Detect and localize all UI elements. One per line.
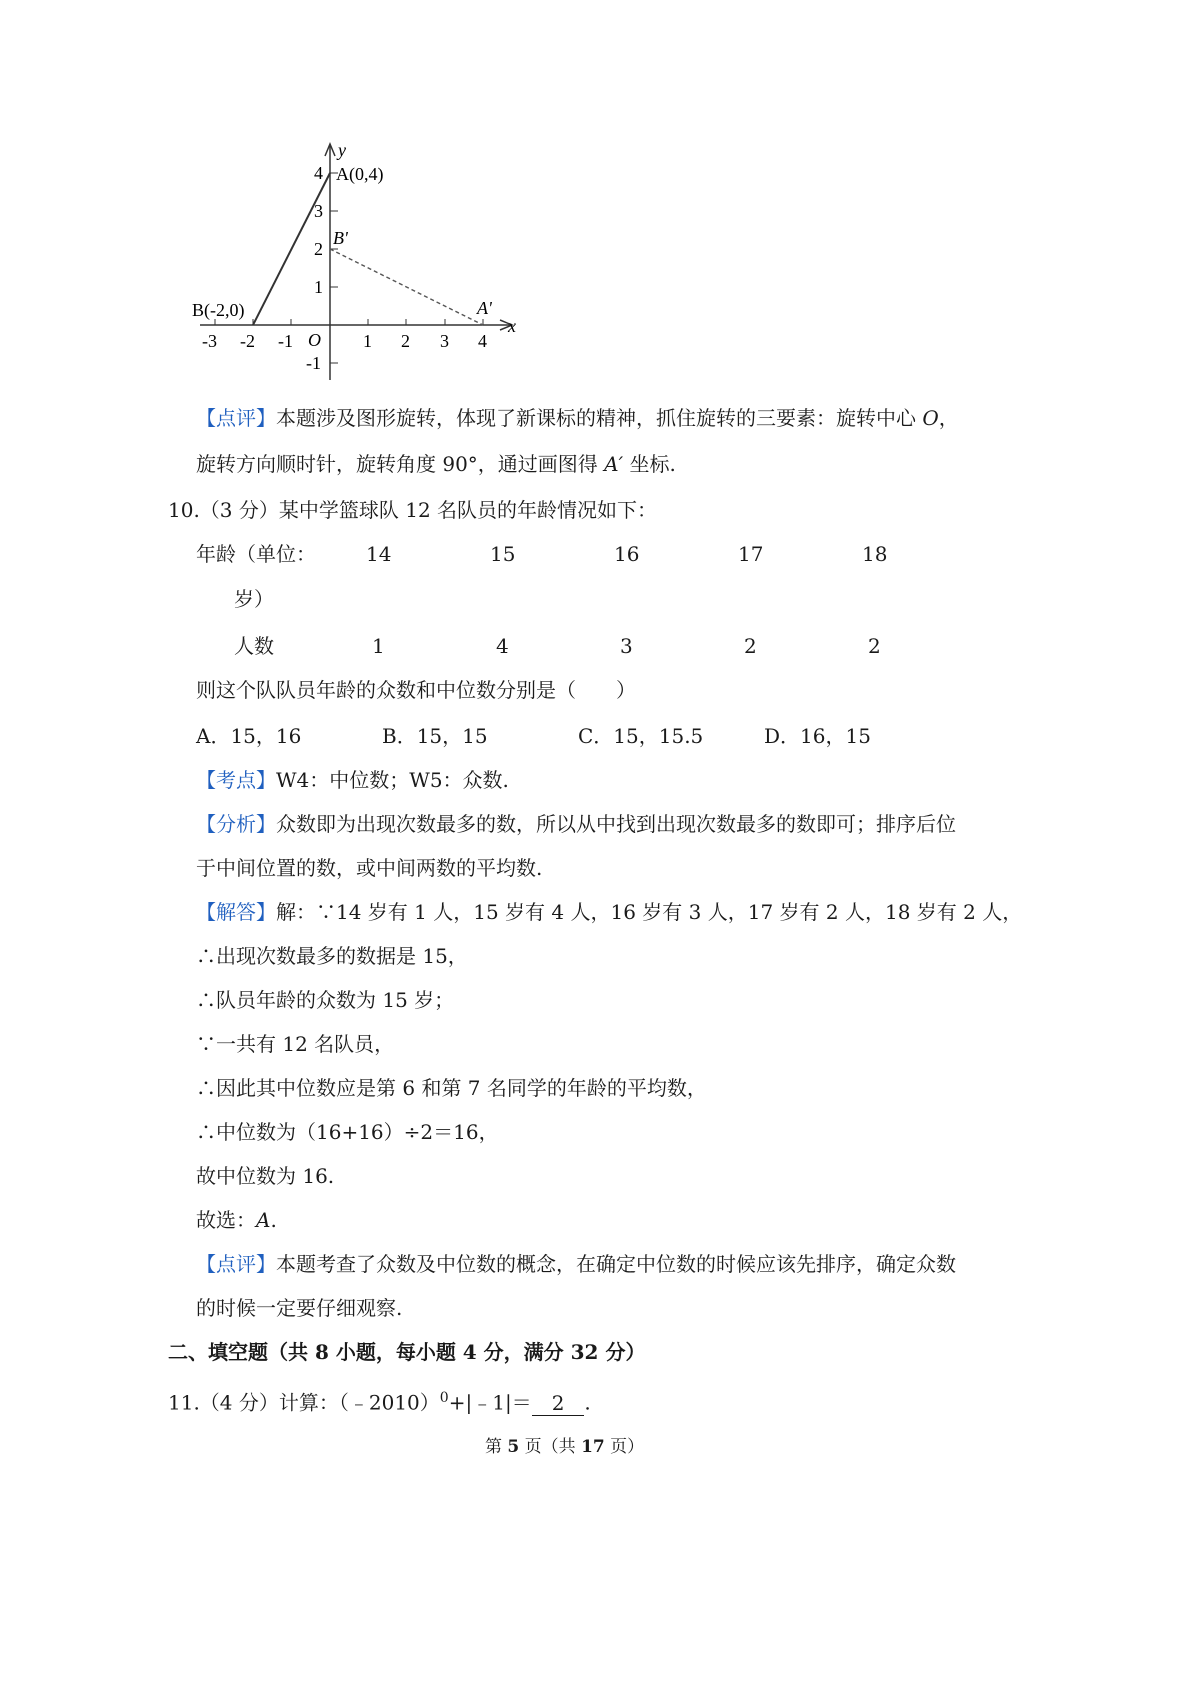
table-age: 15 [490, 542, 516, 566]
origin-label: O [308, 330, 321, 350]
solution-step: 故中位数为 16. [196, 1164, 335, 1188]
q11-stem: 11.（4 分）计算：（﹣2010） [168, 1390, 440, 1415]
solution-step: ∴因此其中位数应是第 6 和第 7 名同学的年龄的平均数， [196, 1076, 707, 1100]
q10-question: 则这个队队员年龄的众数和中位数分别是（ ） [196, 678, 636, 702]
dianping-tag: 【点评】 [196, 1252, 276, 1276]
choose-prefix: 故选： [196, 1208, 256, 1232]
choose-line [196, 1206, 277, 1234]
jieda-tag: 【解答】 [196, 900, 276, 924]
option-d: D．16，15 [764, 724, 871, 748]
point-a-prime-label: A' [477, 298, 492, 318]
coordinate-figure [190, 140, 530, 390]
kaodian-tag: 【考点】 [196, 768, 276, 792]
page-footer [485, 1432, 644, 1457]
x-axis-label: x [508, 316, 516, 336]
section2-title: 二、填空题（共 8 小题，每小题 4 分，满分 32 分） [168, 1340, 646, 1364]
review9-text1: 本题涉及图形旋转，体现了新课标的精神，抓住旋转的三要素：旋转中心 [276, 406, 916, 430]
solution-step: ∴中位数为（16+16）÷2＝16， [196, 1120, 499, 1144]
solution-step: ∴出现次数最多的数据是 15， [196, 944, 468, 968]
footer-prefix: 第 [485, 1437, 508, 1457]
q11-line [168, 1384, 591, 1417]
footer-page: 5 [507, 1437, 520, 1457]
kaodian-line [196, 766, 509, 794]
footer-mid: 页（共 [519, 1437, 582, 1457]
dianping-line2: 的时候一定要仔细观察. [196, 1296, 403, 1320]
q11-answer: 2 [532, 1391, 585, 1416]
segment-b-prime-a-prime [330, 249, 483, 325]
point-b-prime-label: B' [333, 228, 348, 248]
option-b: B．15，15 [382, 724, 488, 748]
q11-end: . [584, 1390, 591, 1415]
table-age: 17 [738, 542, 764, 566]
y-axis-label: y [338, 140, 346, 160]
footer-total: 17 [581, 1437, 605, 1457]
jieda-line1 [196, 898, 1022, 926]
x-tick-label: 1 [363, 331, 372, 351]
y-tick-label: 2 [314, 239, 323, 259]
table-age-label: 年龄（单位： [196, 542, 316, 566]
review9-a-prime: A′ [604, 452, 624, 476]
table-count: 4 [496, 634, 509, 658]
solution-step: ∵一共有 12 名队员， [196, 1032, 395, 1056]
option-a: A．15，16 [196, 724, 302, 748]
x-tick-label: -1 [278, 331, 293, 351]
q11-exponent: 0 [439, 1390, 449, 1406]
review9-line2 [196, 450, 676, 478]
y-tick-label: 3 [314, 201, 323, 221]
jieda-text1: 解：∵14 岁有 1 人，15 岁有 4 人，16 岁有 3 人，17 岁有 2 人，18 岁有 2 人， [276, 900, 1023, 924]
point-b-label: B(-2,0) [192, 300, 245, 320]
review9-center-o: O [922, 406, 939, 430]
fenxi-tag: 【分析】 [196, 812, 276, 836]
review9-tag: 【点评】 [196, 406, 276, 430]
q10-stem: 10.（3 分）某中学篮球队 12 名队员的年龄情况如下： [168, 498, 658, 522]
table-count: 2 [868, 634, 881, 658]
fenxi-text1: 众数即为出现次数最多的数，所以从中找到出现次数最多的数即可；排序后位 [276, 812, 956, 836]
point-a-label: A(0,4) [336, 164, 384, 184]
table-count-label: 人数 [234, 634, 274, 658]
table-age: 14 [366, 542, 392, 566]
review9-line1 [196, 404, 959, 432]
table-count: 2 [744, 634, 757, 658]
solution-step: ∴队员年龄的众数为 15 岁； [196, 988, 455, 1012]
x-tick-label: -2 [240, 331, 255, 351]
review9-text2b: 坐标. [629, 452, 676, 476]
y-tick-label: 4 [314, 163, 323, 183]
review9-comma: ， [938, 406, 959, 430]
table-age-label-unit: 岁） [234, 587, 274, 611]
kaodian-text: W4：中位数；W5：众数. [276, 768, 509, 792]
dianping-text1: 本题考查了众数及中位数的概念，在确定中位数的时候应该先排序，确定众数 [276, 1252, 956, 1276]
dianping-line1 [196, 1250, 956, 1278]
choose-suffix: . [270, 1208, 277, 1232]
review9-text2a: 旋转方向顺时针，旋转角度 90°，通过画图得 [196, 452, 598, 476]
x-tick-label: -3 [202, 331, 217, 351]
x-tick-label: 4 [478, 331, 487, 351]
y-tick-label: 1 [314, 277, 323, 297]
fenxi-line2: 于中间位置的数，或中间两数的平均数. [196, 856, 543, 880]
x-tick-label: 3 [440, 331, 449, 351]
fenxi-line1 [196, 810, 956, 838]
footer-suffix: 页） [604, 1437, 645, 1457]
table-count: 3 [620, 634, 633, 658]
q11-mid: +|﹣1|＝ [448, 1390, 532, 1415]
table-age: 16 [614, 542, 640, 566]
x-tick-label: 2 [401, 331, 410, 351]
table-age: 18 [862, 542, 888, 566]
table-count: 1 [372, 634, 385, 658]
y-tick-label: -1 [306, 353, 321, 373]
option-c: C．15，15.5 [578, 724, 704, 748]
choose-letter: A [256, 1208, 271, 1232]
